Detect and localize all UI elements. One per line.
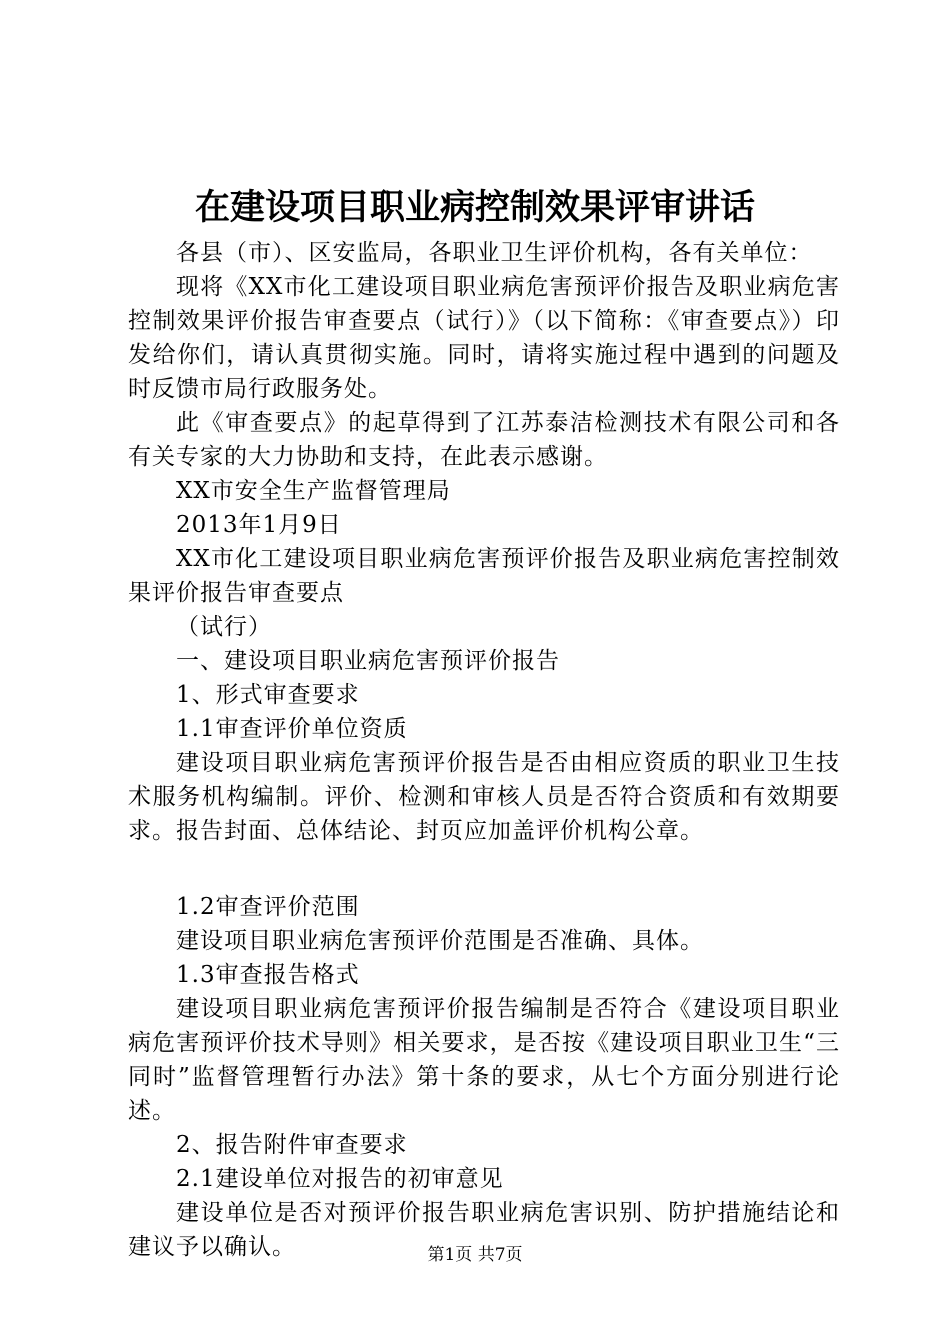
heading-section-1: 一、建设项目职业病危害预评价报告 — [176, 648, 560, 674]
paragraph-2-1-body: 建设单位是否对预评价报告职业病危害识别、防护措施结论和建议予以确认。 — [128, 1200, 840, 1260]
heading-2-1: 2.1建设单位对报告的初审意见 — [176, 1166, 504, 1192]
paragraph-notice: 现将《XX市化工建设项目职业病危害预评价报告及职业病危害控制效果评价报告审查要点（试行）》（以下简称：《审查要点》）印发给你们，请认真贯彻实施。同时，请将实施过程中遇到的问题及时反馈市局行政服务处。 — [128, 274, 840, 402]
paragraph-trial: （试行） — [176, 614, 272, 640]
paragraph-1-2-body: 建设项目职业病危害预评价范围是否准确、具体。 — [176, 928, 704, 954]
paragraph-acknowledgement: 此《审查要点》的起草得到了江苏泰洁检测技术有限公司和各有关专家的大力协助和支持，在此表示感谢。 — [128, 410, 840, 470]
heading-2: 2、报告附件审查要求 — [176, 1132, 408, 1158]
heading-1-3: 1.3审查报告格式 — [176, 962, 360, 988]
paragraph-1-1-body: 建设项目职业病危害预评价报告是否由相应资质的职业卫生技术服务机构编制。评价、检测和审核人员是否符合资质和有效期要求。报告封面、总体结论、封页应加盖评价机构公章。 — [128, 750, 840, 844]
paragraph-subtitle: XX市化工建设项目职业病危害预评价报告及职业病危害控制效果评价报告审查要点 — [128, 546, 840, 606]
paragraph-date: 2013年1月9日 — [176, 512, 342, 538]
paragraph-1-3-body: 建设项目职业病危害预评价报告编制是否符合《建设项目职业病危害预评价技术导则》相关要求，是否按《建设项目职业卫生“三同时”监督管理暂行办法》第十条的要求，从七个方面分别进行论述。 — [128, 996, 840, 1124]
paragraph-addressees: 各县（市）、区安监局，各职业卫生评价机构，各有关单位： — [176, 240, 813, 266]
page-number: 第1页 共7页 — [427, 1245, 523, 1265]
paragraph-issuer: XX市安全生产监督管理局 — [176, 478, 451, 504]
document-title: 在建设项目职业病控制效果评审讲话 — [194, 187, 755, 228]
document-body — [128, 236, 840, 1264]
heading-1-2: 1.2审查评价范围 — [176, 894, 360, 920]
heading-1: 1、形式审查要求 — [176, 682, 360, 708]
heading-1-1: 1.1审查评价单位资质 — [176, 716, 408, 742]
